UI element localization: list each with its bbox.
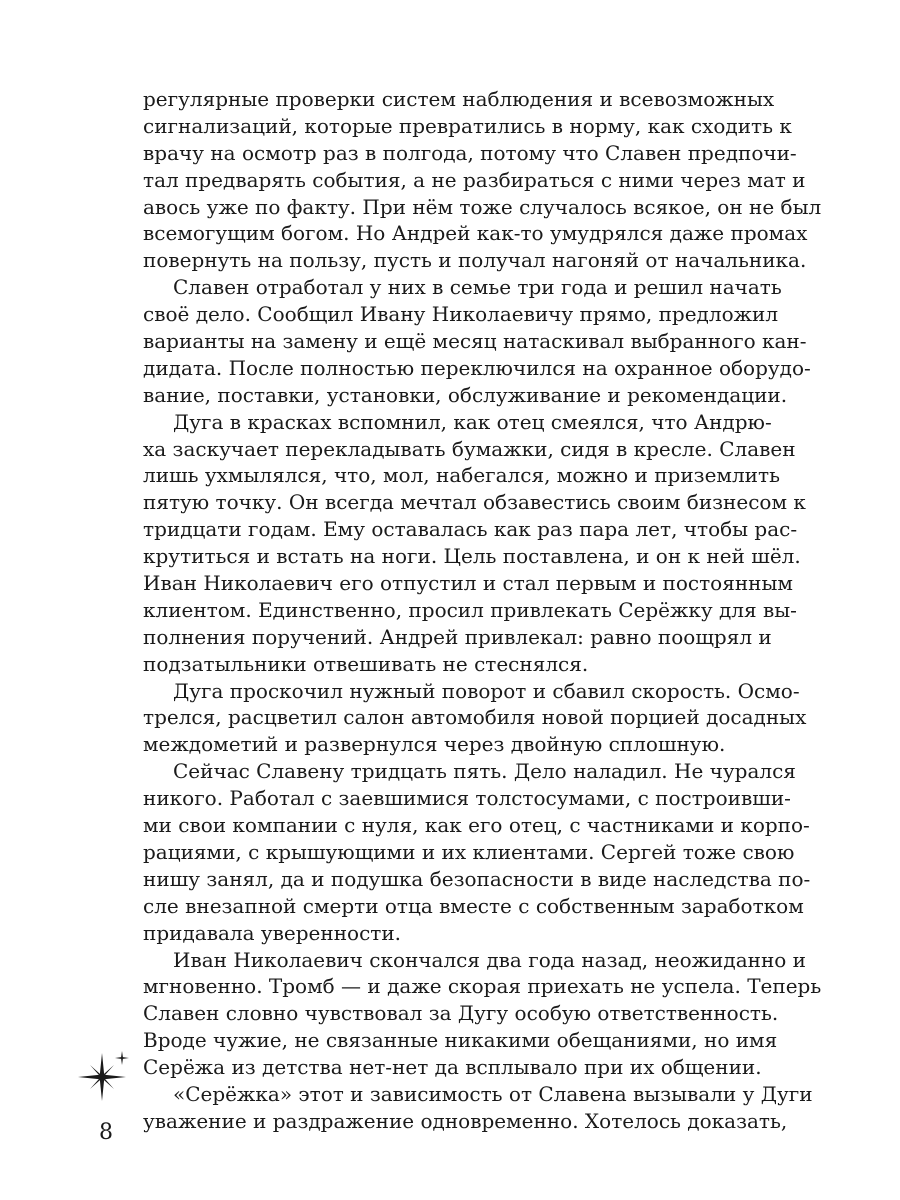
sparkle-star-icon <box>74 1047 136 1109</box>
text-line: «Серёжка» этот и зависимость от Славена вызывали у Дуги <box>173 1081 813 1106</box>
text-line: придавала уверенности. <box>143 920 402 945</box>
text-line: повернуть на пользу, пусть и получал нагоняй от начальника. <box>143 248 807 273</box>
text-line: варианты на замену и ещё месяц натаскивал выбранного кан- <box>143 329 807 354</box>
text-line: тридцати годам. Ему оставалась как раз пара лет, чтобы рас- <box>143 517 798 542</box>
text-line: мгновенно. Тромб — и даже скорая приехать не успела. Теперь <box>143 974 822 999</box>
text-line: трелся, расцветил салон автомобиля новой порцией досадных <box>143 705 807 730</box>
text-line: нишу занял, да и подушка безопасности в виде наследства по- <box>143 866 811 891</box>
text-line: рациями, с крышующими и их клиентами. Сергей тоже свою <box>143 839 795 864</box>
text-line: Иван Николаевич скончался два года назад, неожиданно и <box>173 947 807 972</box>
text-line: Сейчас Славену тридцать пять. Дело наладил. Не чурался <box>173 759 796 784</box>
page-number: 8 <box>99 1120 113 1145</box>
text-line: пятую точку. Он всегда мечтал обзавестись своим бизнесом к <box>143 490 806 515</box>
text-line: клиентом. Единственно, просил привлекать Серёжку для вы- <box>143 597 797 622</box>
text-line: дидата. После полностью переключился на охранное оборудо- <box>143 355 811 380</box>
text-line: междометий и развернулся через двойную сплошную. <box>143 732 726 757</box>
text-line: регулярные проверки систем наблюдения и всевозможных <box>143 87 775 111</box>
text-line: Дуга проскочил нужный поворот и сбавил скорость. Осмо- <box>173 678 800 703</box>
text-line: полнения поручений. Андрей привлекал: равно поощрял и <box>143 624 772 649</box>
text-line: Серёжа из детства нет-нет да всплывало при их общении. <box>143 1055 762 1080</box>
text-line: тал предварять события, а не разбираться с ними через мат и <box>143 167 806 192</box>
text-line: сигнализаций, которые превратились в норму, как сходить к <box>143 113 792 138</box>
text-line: ми свои компании с нуля, как его отец, с частниками и корпо- <box>143 813 810 838</box>
text-line: лишь ухмылялся, что, мол, набегался, можно и приземлить <box>143 463 780 488</box>
text-line: всемогущим богом. Но Андрей как-то умудрялся даже промах <box>143 221 808 246</box>
text-line: подзатыльники отвешивать не стеснялся. <box>143 651 589 676</box>
text-line: врачу на осмотр раз в полгода, потому что Славен предпочи- <box>143 140 797 165</box>
text-line: своё дело. Сообщил Ивану Николаевичу прямо, предложил <box>143 302 779 327</box>
text-line: сле внезапной смерти отца вместе с собственным заработком <box>143 893 804 918</box>
text-line: Иван Николаевич его отпустил и стал первым и постоянным <box>143 571 793 596</box>
text-line: уважение и раздражение одновременно. Хотелось доказать, <box>143 1108 788 1133</box>
text-line: Славен отработал у них в семье три года и решил начать <box>173 275 782 300</box>
text-line: Вроде чужие, не связанные никакими обещаниями, но имя <box>143 1028 778 1053</box>
text-line: авось уже по факту. При нём тоже случалось всякое, он не был <box>143 194 822 219</box>
text-line: Славен словно чувствовал за Дугу особую ответственность. <box>143 1001 779 1026</box>
text-line: ха заскучает перекладывать бумажки, сидя в кресле. Славен <box>143 436 796 461</box>
text-line: крутиться и встать на ноги. Цель поставлена, и он к ней шёл. <box>143 544 801 569</box>
text-line: никого. Работал с заевшимися толстосумами, с построивши- <box>143 786 791 811</box>
text-line: вание, поставки, установки, обслуживание и рекомендации. <box>143 382 788 407</box>
body-text <box>143 86 822 1135</box>
text-line: Дуга в красках вспомнил, как отец смеялся, что Андрю- <box>173 409 772 434</box>
